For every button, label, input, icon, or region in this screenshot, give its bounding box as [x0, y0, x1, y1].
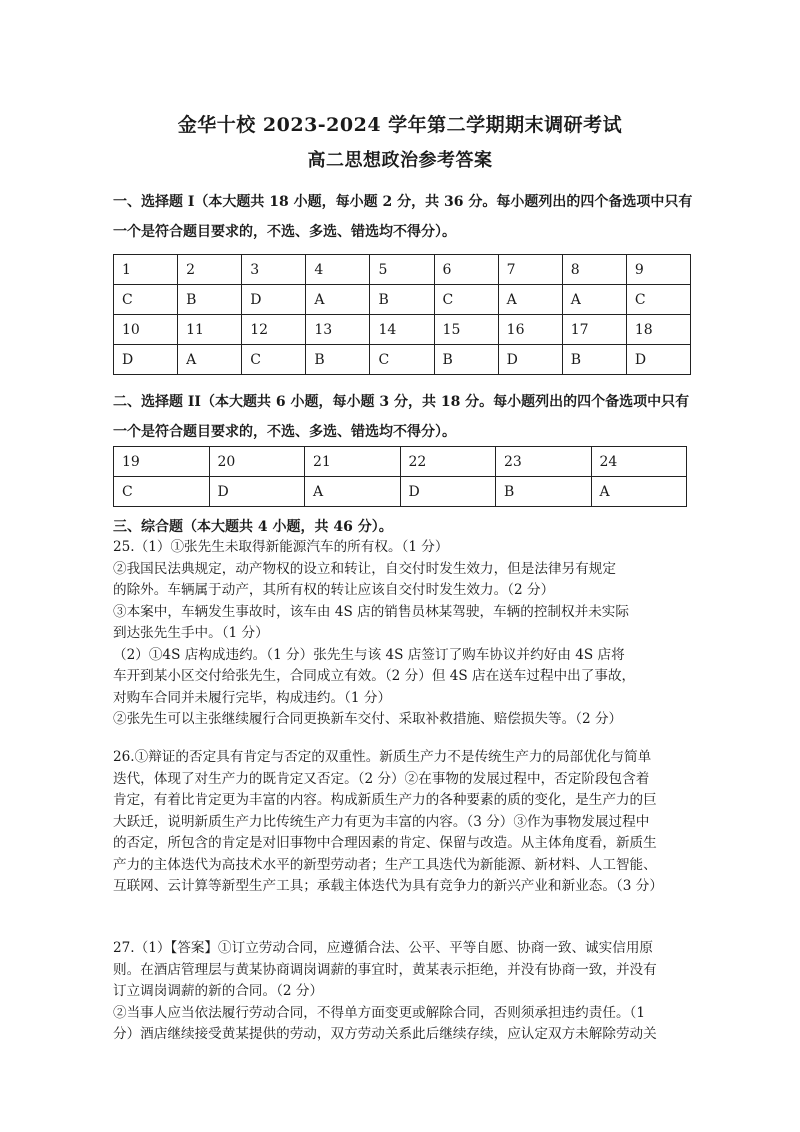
- question-number-cell: 10: [114, 315, 178, 345]
- answer-cell: C: [114, 477, 210, 507]
- answer-line: 大跃迁，说明新质生产力比传统生产力有更为丰富的内容。（3 分）③作为事物发展过程中: [113, 813, 650, 830]
- table-row: [114, 447, 687, 477]
- question-number-cell: 11: [178, 315, 242, 345]
- answer-cell: B: [434, 345, 498, 375]
- answer-cell: D: [626, 345, 690, 375]
- document-title: 金华十校 2023-2024 学年第二学期期末调研考试: [177, 114, 623, 136]
- section2-heading-line: 二、选择题 II（本大题共 6 小题，每小题 3 分，共 18 分。每小题列出的四个备选项中只有: [113, 394, 690, 410]
- answer-table-1: [113, 254, 691, 375]
- answer-line: 互联网、云计算等新型生产工具；承载主体迭代为具有竞争力的新兴产业和新业态。（3 分）: [113, 878, 663, 894]
- question-number-cell: 14: [370, 315, 434, 345]
- question-number-cell: 12: [242, 315, 306, 345]
- answer-cell: D: [114, 345, 178, 375]
- answer-cell: A: [306, 285, 370, 315]
- table-row: [114, 345, 691, 375]
- answer-cell: B: [306, 345, 370, 375]
- question-number-cell: 7: [498, 255, 562, 285]
- question-number-cell: 19: [114, 447, 210, 477]
- answer-cell: C: [242, 345, 306, 375]
- answer-cell: C: [434, 285, 498, 315]
- answer-line: ②张先生可以主张继续履行合同更换新车交付、采取补救措施、赔偿损失等。（2 分）: [113, 711, 623, 727]
- question-number-cell: 18: [626, 315, 690, 345]
- answer-cell: D: [498, 345, 562, 375]
- section1-heading-line: 一个是符合题目要求的，不选、多选、错选均不得分）。: [113, 224, 456, 240]
- document-subtitle: 高二思想政治参考答案: [307, 150, 493, 171]
- answer-cell: A: [498, 285, 562, 315]
- answer-line: 迭代，体现了对生产力的既肯定又否定。（2 分）②在事物的发展过程中，否定阶段包含着: [113, 770, 650, 787]
- answer-line: ②我国民法典规定，动产物权的设立和转让，自交付时发生效力，但是法律另有规定: [113, 560, 616, 577]
- question-number-cell: 2: [178, 255, 242, 285]
- question-number-cell: 9: [626, 255, 690, 285]
- section2-heading-line: 一个是符合题目要求的，不选、多选、错选均不得分）。: [113, 424, 456, 440]
- question-number-cell: 20: [209, 447, 305, 477]
- answer-line: 26.①辩证的否定具有肯定与否定的双重性。新质生产力不是传统生产力的局部优化与简单: [113, 749, 652, 765]
- answer-line: 肯定，有着比肯定更为丰富的内容。构成新质生产力的各种要素的质的变化，是生产力的巨: [113, 792, 657, 808]
- answer-cell: B: [370, 285, 434, 315]
- answer-line: 车开到某小区交付给张先生，合同成立有效。（2 分）但 4S 店在送车过程中出了事故，: [113, 668, 636, 684]
- question-26-answer: [113, 747, 693, 898]
- answer-line: 则。在酒店管理层与黄某协商调岗调薪的事宜时，黄某表示拒绝，并没有协商一致，并没有: [113, 961, 657, 978]
- section2-heading: [113, 387, 703, 447]
- section1-heading-line: 一、选择题 I（本大题共 18 小题，每小题 2 分，共 36 分。每小题列出的四个备选项中只有: [113, 194, 693, 210]
- answer-cell: D: [209, 477, 305, 507]
- question-number-cell: 23: [496, 447, 592, 477]
- section1-heading: [113, 187, 703, 247]
- answer-cell: A: [562, 285, 626, 315]
- answer-line: （2）①4S 店构成违约。（1 分）张先生与该 4S 店签订了购车协议并约好由 4S 店将: [113, 646, 625, 663]
- question-number-cell: 13: [306, 315, 370, 345]
- answer-cell: D: [242, 285, 306, 315]
- answer-cell: B: [562, 345, 626, 375]
- table-row: [114, 255, 691, 285]
- answer-cell: C: [626, 285, 690, 315]
- answer-line: 分）酒店继续接受黄某提供的劳动，双方劳动关系此后继续存续，应认定双方未解除劳动关: [113, 1026, 657, 1042]
- answer-line: 对购车合同并未履行完毕，构成违约。（1 分）: [113, 689, 392, 706]
- answer-table-2: [113, 446, 687, 507]
- question-number-cell: 21: [305, 447, 401, 477]
- answer-line: 25.（1）①张先生未取得新能源汽车的所有权。（1 分）: [113, 539, 449, 555]
- answer-line: 到达张先生手中。（1 分）: [113, 625, 269, 641]
- answer-line: 产力的主体迭代为高技术水平的新型劳动者；生产工具迭代为新能源、新材料、人工智能、: [113, 856, 657, 873]
- answer-line: 的否定，所包含的肯定是对旧事物中合理因素的肯定、保留与改造。从主体角度看，新质生: [113, 835, 657, 851]
- answer-cell: C: [370, 345, 434, 375]
- question-number-cell: 24: [591, 447, 687, 477]
- answer-line: ③本案中，车辆发生事故时，该车由 4S 店的销售员林某驾驶，车辆的控制权并未实际: [113, 603, 629, 620]
- question-number-cell: 1: [114, 255, 178, 285]
- answer-line: 订立调岗调薪的新的合同。（2 分）: [113, 983, 324, 999]
- answer-cell: B: [178, 285, 242, 315]
- question-number-cell: 3: [242, 255, 306, 285]
- answer-line: 27.（1）【答案】①订立劳动合同，应遵循合法、公平、平等自愿、协商一致、诚实信用原: [113, 940, 654, 956]
- answer-cell: A: [178, 345, 242, 375]
- answer-cell: A: [591, 477, 687, 507]
- question-number-cell: 6: [434, 255, 498, 285]
- table-row: [114, 477, 687, 507]
- answer-line: 的除外。车辆属于动产，其所有权的转让应该自交付时发生效力。（2 分）: [113, 582, 555, 598]
- answer-cell: A: [305, 477, 401, 507]
- question-number-cell: 5: [370, 255, 434, 285]
- answer-cell: C: [114, 285, 178, 315]
- table-row: [114, 285, 691, 315]
- question-number-cell: 22: [400, 447, 496, 477]
- question-number-cell: 8: [562, 255, 626, 285]
- answer-line: ②当事人应当依法履行劳动合同，不得单方面变更或解除合同，否则须承担违约责任。（1: [113, 1004, 646, 1021]
- question-number-cell: 15: [434, 315, 498, 345]
- section3-heading: 三、综合题（本大题共 4 小题，共 46 分）。: [113, 519, 393, 535]
- question-number-cell: 17: [562, 315, 626, 345]
- answer-cell: B: [496, 477, 592, 507]
- table-row: [114, 315, 691, 345]
- question-number-cell: 16: [498, 315, 562, 345]
- question-number-cell: 4: [306, 255, 370, 285]
- answer-cell: D: [400, 477, 496, 507]
- question-27-answer: [113, 938, 693, 1046]
- question-25-answer: [113, 537, 693, 731]
